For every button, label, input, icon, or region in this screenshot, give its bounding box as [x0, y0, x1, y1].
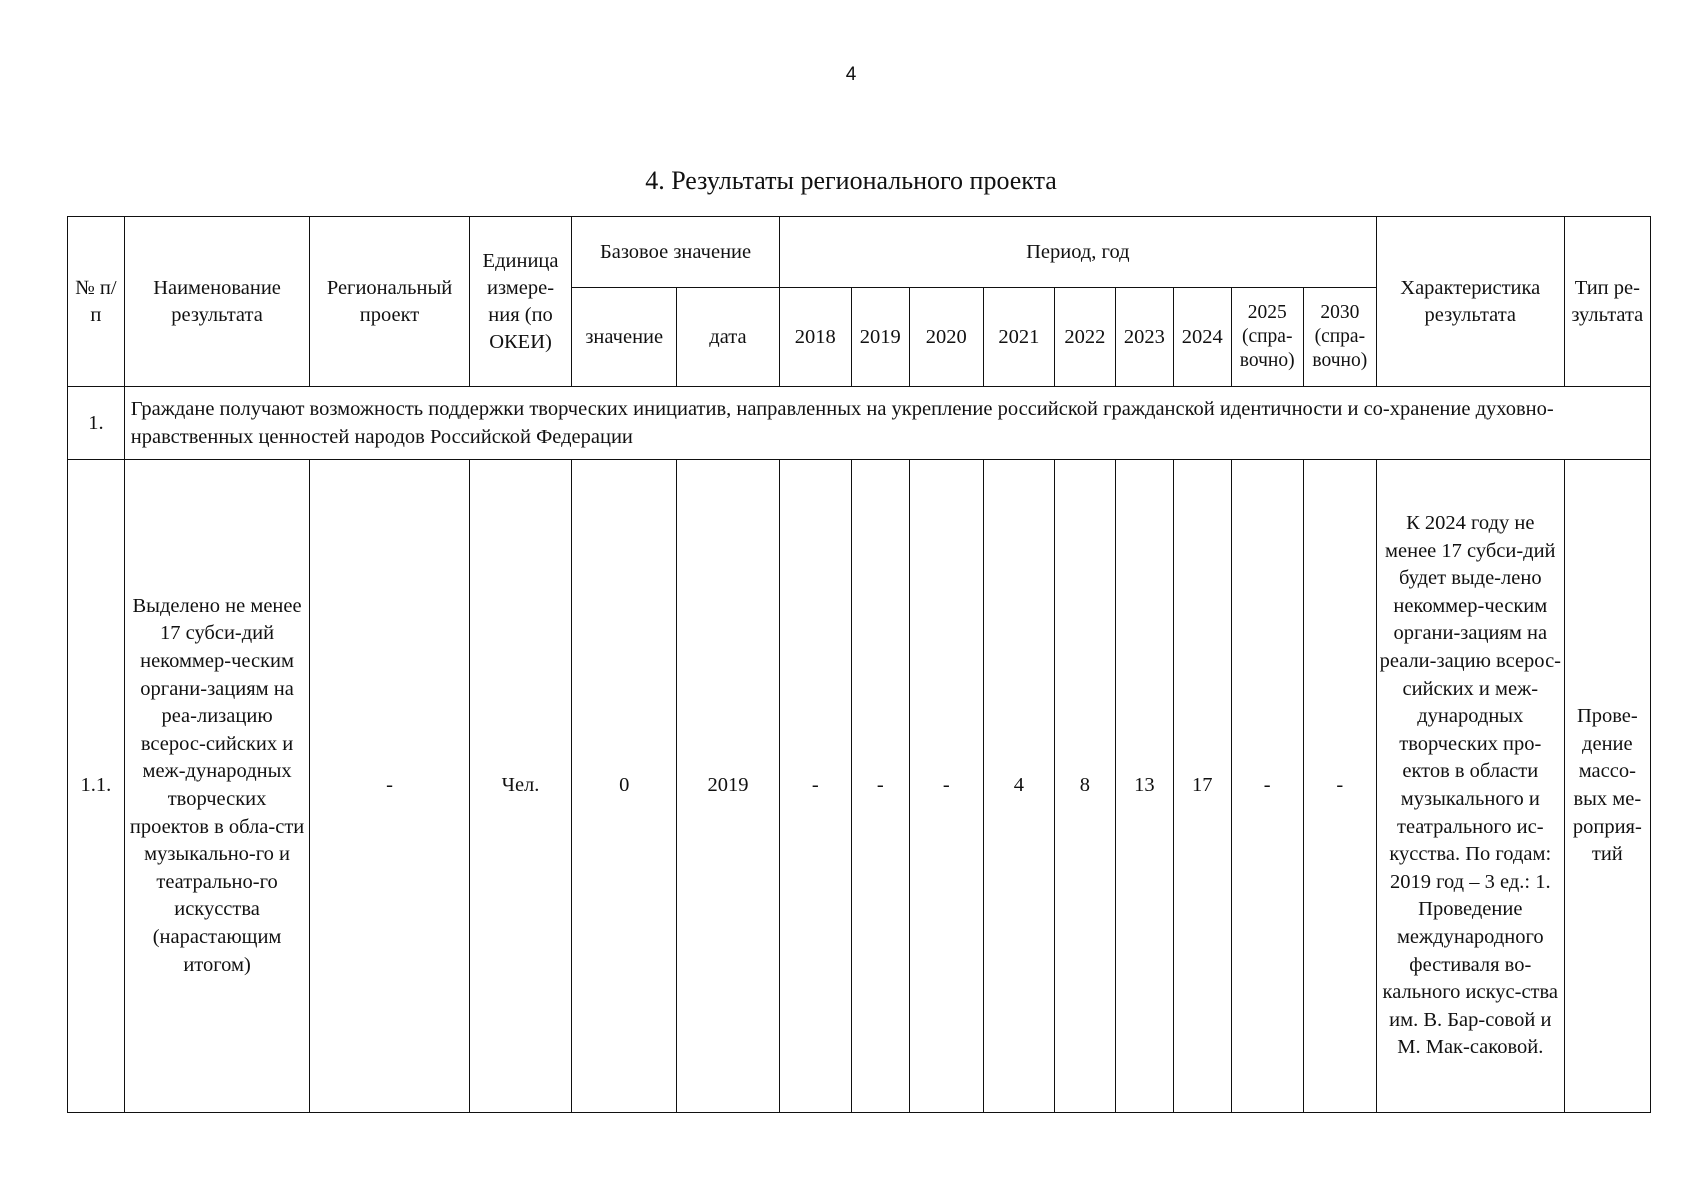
header-year: 2022 [1054, 288, 1115, 387]
table-row [68, 460, 1651, 1113]
header-period: Период, год [779, 217, 1376, 288]
header-year-reference: 2030 (спра-вочно) [1303, 288, 1376, 387]
row-value-2020: - [909, 460, 983, 1113]
row-value-2019: - [851, 460, 909, 1113]
results-table [67, 216, 1651, 1113]
row-value-2021: 4 [983, 460, 1054, 1113]
header-base-value-date: дата [677, 288, 780, 387]
row-value-2018: - [779, 460, 851, 1113]
row-type: Прове-дение массо-вых ме-роприя-тий [1564, 460, 1650, 1113]
header-year: 2019 [851, 288, 909, 387]
row-base-value: 0 [572, 460, 677, 1113]
row-value-2024: 17 [1173, 460, 1231, 1113]
row-value-2025: - [1231, 460, 1303, 1113]
group-text: Граждане получают возможность поддержки творческих инициатив, направленных на укрепление российской гражданской идентичности и со-хранение духовно-нравственных ценностей народов Российской Федерации [124, 387, 1650, 460]
header-year: 2023 [1115, 288, 1173, 387]
row-value-2023: 13 [1115, 460, 1173, 1113]
header-base-value-value: значение [572, 288, 677, 387]
row-unit: Чел. [469, 460, 572, 1113]
header-characteristic: Характеристика результата [1376, 217, 1564, 387]
header-year: 2021 [983, 288, 1054, 387]
row-value-2022: 8 [1054, 460, 1115, 1113]
page-number: 4 [845, 64, 857, 85]
row-base-date: 2019 [677, 460, 780, 1113]
header-year: 2020 [909, 288, 983, 387]
row-characteristic: К 2024 году не менее 17 субси-дий будет выде-лено некоммер-ческим органи-зациям на реали-зацию всерос-сийских и меж-дународных творческих про-ектов в области музыкального и театрального ис-кусства. По годам: 2019 год – 3 ед.: 1. Проведение международного фестиваля во-кального искус-ства им. В. Бар-совой и М. Мак-саковой. [1376, 460, 1564, 1113]
group-num: 1. [68, 387, 125, 460]
row-value-2030: - [1303, 460, 1376, 1113]
header-num: № п/п [68, 217, 125, 387]
header-regional-project: Региональный проект [310, 217, 469, 387]
row-num: 1.1. [68, 460, 125, 1113]
header-base-value: Базовое значение [572, 217, 779, 288]
header-year: 2018 [779, 288, 851, 387]
header-year: 2024 [1173, 288, 1231, 387]
header-year-reference: 2025 (спра-вочно) [1231, 288, 1303, 387]
section-title: 4. Результаты регионального проекта [645, 166, 1057, 195]
group-row [68, 387, 1651, 460]
row-regional-project: - [310, 460, 469, 1113]
header-unit: Единица измере-ния (по ОКЕИ) [469, 217, 572, 387]
row-name: Выделено не менее 17 субси-дий некоммер-ческим органи-зациям на реа-лизацию всерос-сийских и меж-дународных творческих проектов в обла-сти музыкально-го и театрально-го искусства (нарастающим итогом) [124, 460, 310, 1113]
header-type: Тип ре-зультата [1564, 217, 1650, 387]
header-name: Наименование результата [124, 217, 310, 387]
